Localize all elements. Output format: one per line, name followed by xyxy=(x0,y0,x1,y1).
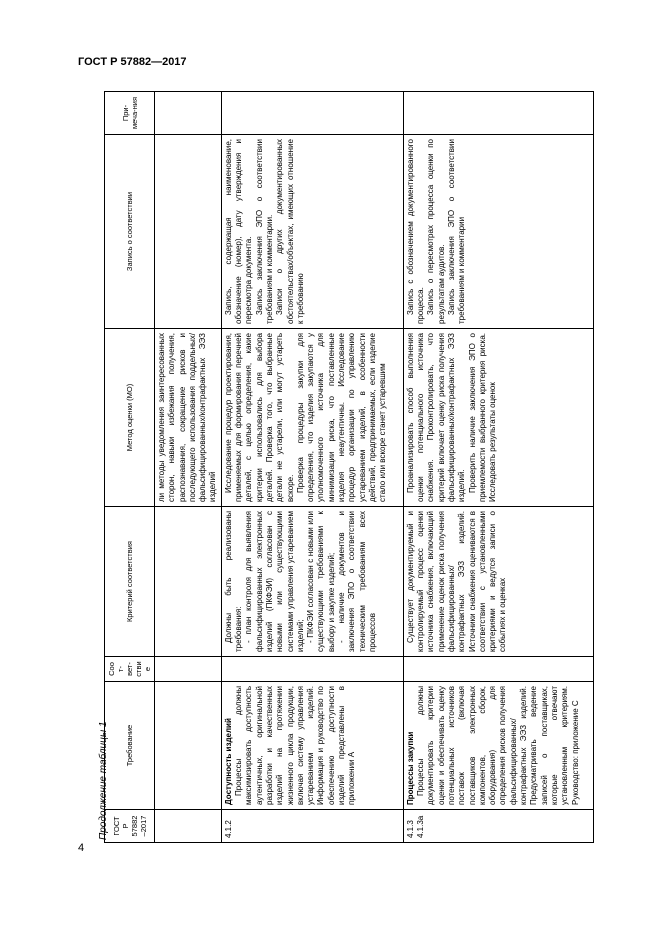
criterion-item: - план контроля для выявления фальсифицированных электронных изделий (ПКФЭИ) согласован с новыми или существующими системами управления устареванием изделий; xyxy=(244,511,305,652)
method-text: Проанализировать способ выполнения оценки потенциального источника снабжения. Проконтролировать, что критерий включает оценку риска получения фальсифицированных/контрафактных ЭЭЗ изделий. xyxy=(405,333,467,502)
header-criterion: Критерий соответствия xyxy=(105,507,155,657)
criterion-text: Существует документируемый и контролируемый процесс оценки источника снабжения, включающий применение оценок риска получения фальсифицированных/контрафактных ЭЭЗ изделий. Источники снабжения оцениваются в соответствии с установленными критериями и ведутся записи о событиях и оценках xyxy=(405,511,508,652)
table-row xyxy=(155,92,222,843)
requirement-text: Процессы должны максимизировать доступность аутентичных, оригинальной разработки и качественных изделий на протяжении жизненного цикла продукции, включая систему управления устареванием изделий. Информация и руководство по обеспечению доступности изделий представлены в приложении А xyxy=(234,686,357,805)
method-text: Проверка процедуры закупки для определения, что изделия закупаются у уполномоченного источника для минимизации риска, что поставленные изделия неаутентичны. Исследование процедур организации по управлению устареванием изделий, в особенности действий, предпринимаемых, если изделие стало или вскоре станет устаревшим xyxy=(295,333,388,502)
requirements-table xyxy=(104,91,594,843)
page-number: 4 xyxy=(78,842,85,854)
cell-criterion xyxy=(155,507,222,657)
cell-compliance xyxy=(403,657,593,682)
record-text: Запись заключения ЭПО о соответствии требованиям и комментарии xyxy=(446,139,467,324)
cell-clause xyxy=(221,810,403,843)
clause-number: 4.1.3 xyxy=(405,820,415,838)
cell-record xyxy=(155,135,222,329)
record-text: Запись, содержащая наименование, обозначение (номер), дату утверждения и пересмотра документа. xyxy=(223,139,254,324)
table-header-row xyxy=(105,92,155,843)
cell-record xyxy=(403,135,593,329)
record-text: Записи о других документированных обстоятельствах/объектах, имеющих отношение к требованию xyxy=(275,139,305,324)
cell-clause xyxy=(403,810,593,843)
table-row xyxy=(403,92,593,843)
requirement-text: Процессы должны документировать критерии оценки и обеспечивать оценку потенциальных источников поставок (включая поставщиков электронных компонентов, сборок, оборудования) для определения рисков получения фальсифицированных/контрафактных ЭЭЗ изделий. Предусматривать ведение записей о поставщиках, которые отвечают установленным критериям. Руководство: приложение С xyxy=(416,686,580,805)
method-text: ли методы уведомления заинтересованных сторон, навыки избежания получения, распознавания, сокращение рисков и последующего использования поддельных/фальсифицированных/контрафактных ЭЭЗ изделий xyxy=(157,333,218,502)
clause-number: 4.1.2 xyxy=(223,820,233,838)
header-compliance: Соот-вет-ствие xyxy=(105,657,155,682)
cell-compliance xyxy=(221,657,403,682)
header-gost: ГОСТ Р 57882–2017 xyxy=(105,810,155,843)
criterion-intro: Должны быть реализованы требования: xyxy=(223,511,244,652)
record-text: Запись заключения ЭПО о соответствии требованиям и комментарии. xyxy=(254,139,274,324)
header-method: Метод оценки (МО) xyxy=(105,329,155,507)
cell-notes xyxy=(221,92,403,135)
method-text: Проверить наличие заключения ЭПО о приемлемости выбранного критерия риска. Исследовать результаты оценок xyxy=(467,333,498,502)
requirement-title: Доступность изделий xyxy=(223,718,233,805)
cell-clause xyxy=(155,810,222,843)
cell-requirement xyxy=(155,682,222,810)
requirement-title: Процессы закупки xyxy=(405,731,415,805)
header-requirement: Требование xyxy=(105,682,155,810)
cell-criterion xyxy=(403,507,593,657)
cell-method xyxy=(155,329,222,507)
cell-requirement xyxy=(403,682,593,810)
cell-method xyxy=(221,329,403,507)
criterion-item: - наличие документов и заключения ЭПО о соответствии техническим требованиям всех процессов xyxy=(337,511,377,652)
table-continuation-caption: Продолжение таблицы 1 xyxy=(98,721,109,840)
record-text: Запись о пересмотрах процесса оценки по результатам аудитов. xyxy=(426,139,446,324)
clause-number: 4.1.3а xyxy=(416,815,426,838)
cell-compliance xyxy=(155,657,222,682)
cell-record xyxy=(221,135,403,329)
doc-title: ГОСТ Р 57882—2017 xyxy=(78,56,187,68)
header-record: Запись о соответствии xyxy=(105,135,155,329)
method-text: Исследование процедур проектирования, применяемых для формирования перечней деталей, с целью определения, какие критерии использовались для выбора деталей. Проверка того, что выбранные детали не устарели, или могут устареть вскоре. xyxy=(223,333,295,502)
header-notes: При-меча-ния xyxy=(105,92,155,135)
rotated-table-container xyxy=(104,92,579,843)
record-text: Запись с обозначением документированного процесса. xyxy=(405,139,426,324)
cell-notes xyxy=(155,92,222,135)
cell-criterion xyxy=(221,507,403,657)
cell-requirement xyxy=(221,682,403,810)
table-row xyxy=(221,92,403,843)
cell-method xyxy=(403,329,593,507)
cell-notes xyxy=(403,92,593,135)
criterion-item: - ПКФЭИ согласован с новыми или существующими требованиями к выбору и закупке изделий; xyxy=(306,511,336,652)
